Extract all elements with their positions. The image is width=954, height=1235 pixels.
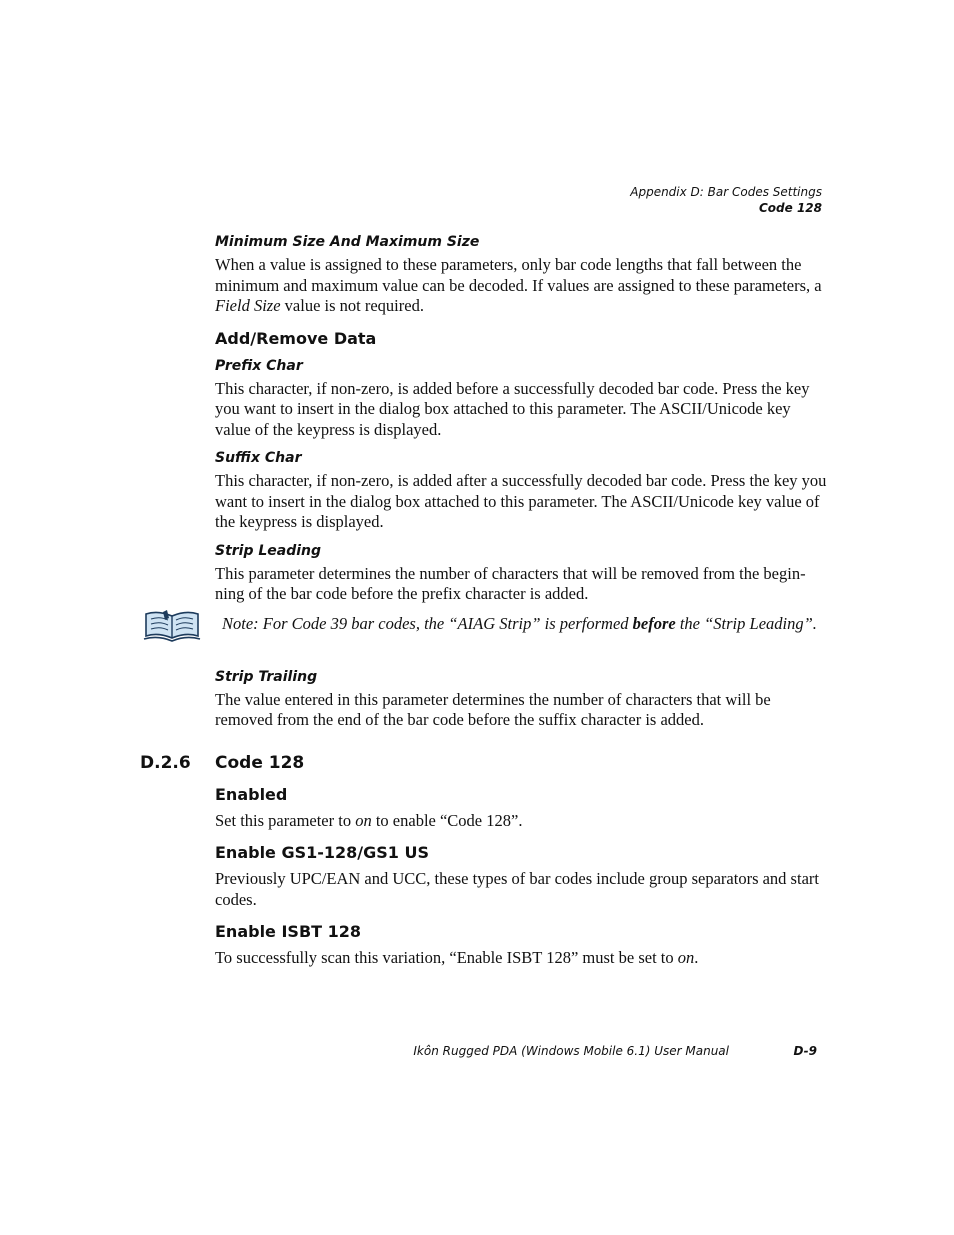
- paragraph-strip-trailing: The value entered in this parameter determines the number of characters that will be removed from the end of the bar code before the suffix character is added.: [215, 689, 771, 729]
- section-number: D.2.6: [140, 752, 191, 773]
- paragraph-prefix-char: This character, if non-zero, is added before a successfully decoded bar code. Press the key you want to insert in the dialog box attached to this parameter. The ASCII/Unicode key value of the keypress is displayed.: [215, 378, 810, 439]
- heading-enabled: Enabled: [215, 784, 288, 804]
- paragraph-enable-gs1: Previously UPC/EAN and UCC, these types of bar codes include group separators and start codes.: [215, 869, 819, 909]
- paragraph-min-max-size: [215, 255, 829, 317]
- emphasis-on: on: [355, 810, 372, 830]
- heading-prefix-char: Prefix Char: [215, 357, 303, 374]
- footer-page-number: D-9: [793, 1044, 817, 1058]
- note-bold-word: before: [632, 613, 676, 633]
- heading-min-max-size: Minimum Size And Maximum Size: [215, 234, 480, 250]
- heading-add-remove-data: Add/Remove Data: [215, 328, 377, 348]
- emphasis-on: on: [677, 948, 695, 967]
- heading-strip-leading: Strip Leading: [215, 542, 322, 559]
- running-header: [630, 184, 822, 216]
- heading-suffix-char: Suffix Char: [215, 450, 302, 466]
- footer-manual-title: Ikôn Rugged PDA (Windows Mobile 6.1) User Manual: [413, 1044, 729, 1058]
- note-block: [215, 614, 829, 650]
- heading-enable-gs1: Enable GS1-128/GS1 US: [215, 843, 430, 862]
- emphasis-field-size: Field Size: [215, 296, 281, 315]
- heading-strip-trailing: Strip Trailing: [215, 668, 318, 685]
- text-span: to enable “Code 128”.: [371, 810, 523, 830]
- heading-enable-isbt: Enable ISBT 128: [215, 922, 362, 941]
- text-span: To successfully scan this variation, “Enable ISBT 128” must be set to: [215, 948, 678, 967]
- text-span: value is not required.: [280, 296, 424, 315]
- paragraph-enable-isbt: [215, 948, 829, 969]
- main-content: [140, 233, 829, 978]
- note-text: [215, 614, 829, 635]
- header-appendix: Appendix D: Bar Codes Settings: [630, 185, 822, 199]
- header-section: Code 128: [758, 201, 822, 215]
- section-heading: [140, 751, 829, 775]
- page-footer: [0, 1042, 954, 1060]
- text-span: .: [694, 948, 699, 967]
- open-book-icon: [143, 608, 201, 644]
- text-span: When a value is assigned to these parameters, only bar code lengths that fall between the minimum and maximum value can be decoded. If values are assigned to these parameters, a: [215, 255, 822, 295]
- text-span: the “Strip Leading”.: [675, 613, 817, 633]
- text-span: Note: For Code 39 bar codes, the “AIAG Strip” is performed: [222, 613, 633, 633]
- paragraph-suffix-char: This character, if non-zero, is added after a successfully decoded bar code. Press the key you want to insert in the dialog box attached to this parameter. The ASCII/Unicode key value of the keypress is displayed.: [215, 471, 827, 531]
- paragraph-strip-leading: This parameter determines the number of characters that will be removed from the begin-ning of the bar code before the prefix character is added.: [215, 563, 806, 603]
- paragraph-enabled: [215, 811, 829, 832]
- section-title: Code 128: [215, 752, 305, 773]
- text-span: Set this parameter to: [215, 810, 356, 830]
